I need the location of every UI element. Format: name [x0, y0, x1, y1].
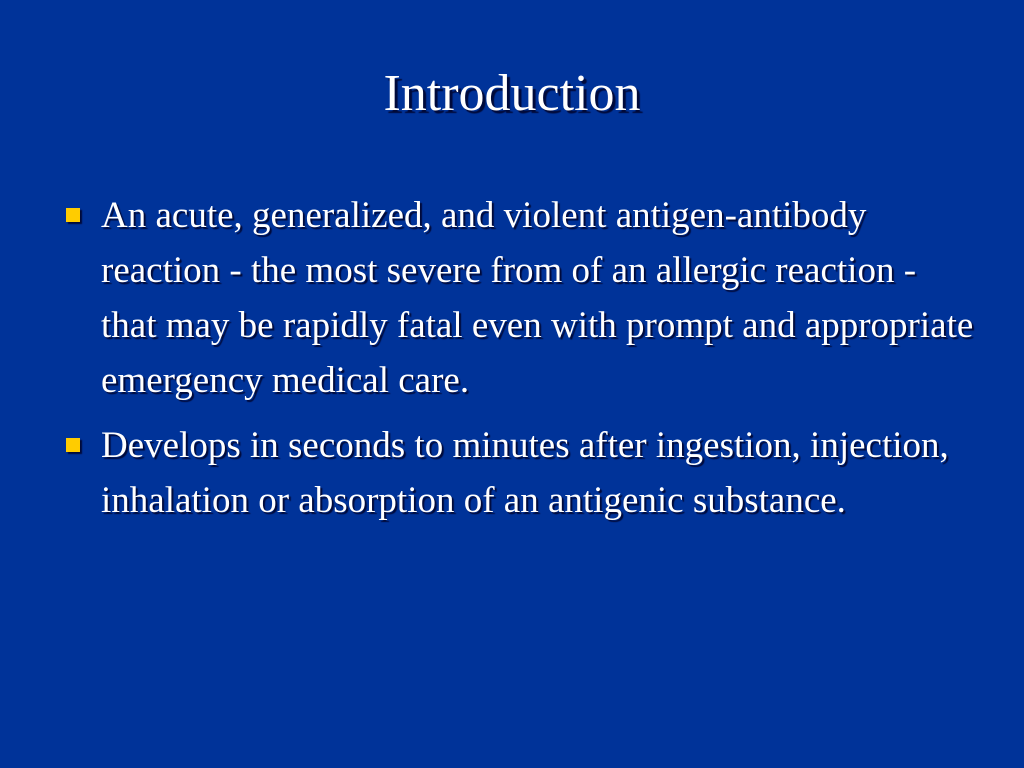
bullet-item: [60, 188, 980, 408]
slide-title: Introduction: [383, 65, 641, 122]
square-bullet-icon: [66, 438, 80, 452]
bullet-item: [60, 418, 980, 528]
bullet-text: An acute, generalized, and violent antigen-antibody reaction - the most severe from of an allergic reaction - that may be rapidly fatal even with prompt and appropriate emergency medical care.: [101, 195, 974, 401]
square-bullet-icon: [66, 208, 80, 222]
bullet-text: Develops in seconds to minutes after ingestion, injection, inhalation or absorption of an antigenic substance.: [101, 425, 949, 521]
bullet-list: [60, 188, 980, 538]
